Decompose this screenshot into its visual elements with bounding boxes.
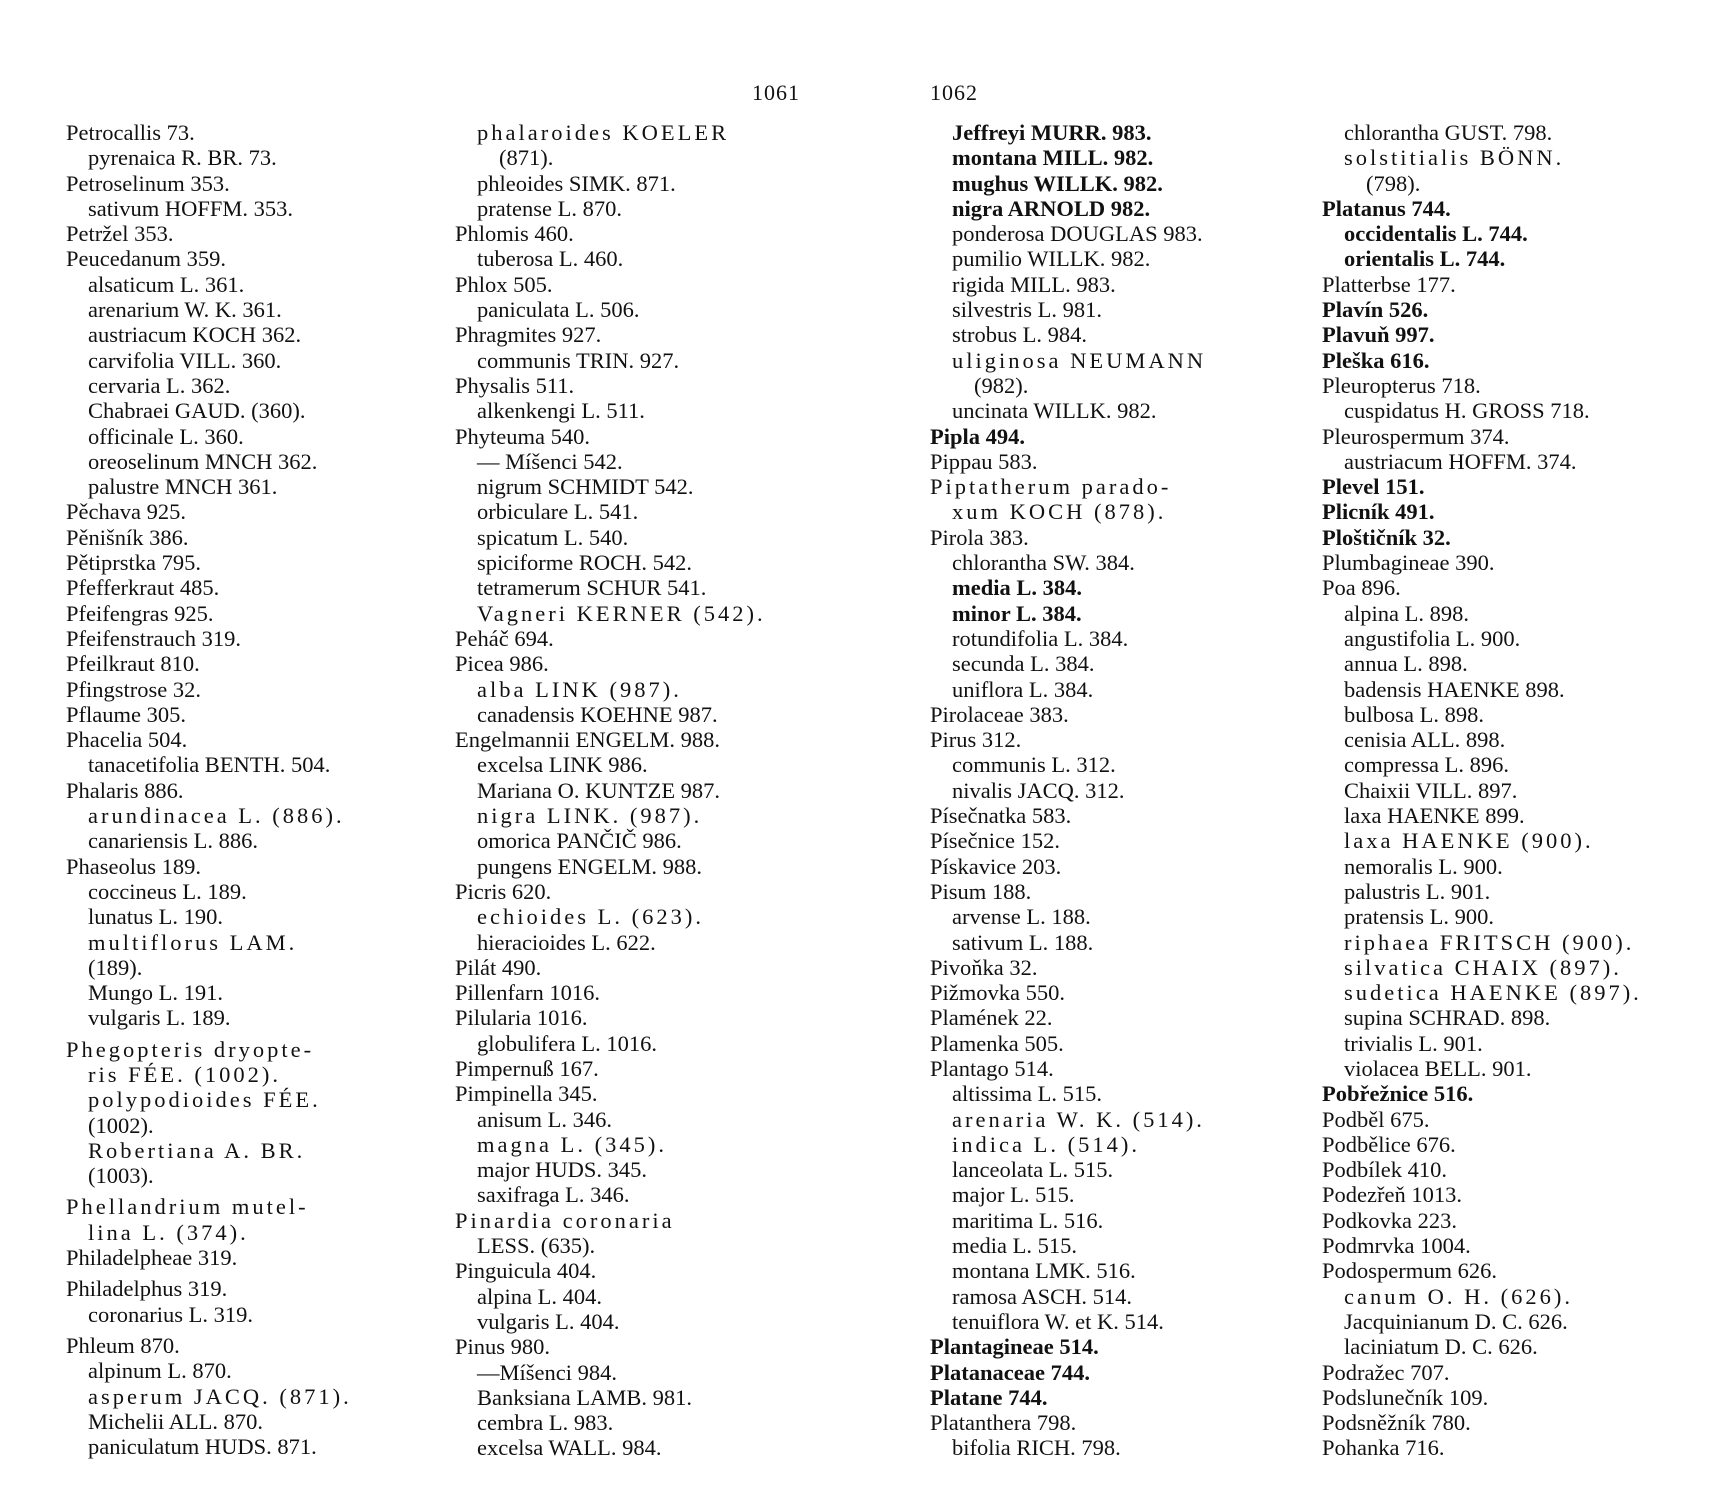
index-entry: Podospermum 626. [1322, 1258, 1498, 1284]
index-entry: Petrocallis 73. [66, 120, 195, 145]
index-entry: nigra LINK. (987). [477, 803, 703, 829]
index-entry: Písečnatka 583. [930, 803, 1072, 829]
index-entry: paniculata L. 506. [477, 297, 640, 323]
index-entry: alkenkengi L. 511. [477, 398, 645, 424]
index-entry: echioides L. (623). [477, 904, 704, 930]
index-entry: Pimpernuß 167. [455, 1055, 599, 1081]
index-entry: Podbílek 410. [1322, 1157, 1448, 1183]
index-entry: xum KOCH (878). [952, 499, 1167, 525]
index-entry: Plavín 526. [1322, 297, 1429, 323]
index-entry: Philadelpheae 319. [66, 1245, 238, 1271]
index-entry: phleoides SIMK. 871. [477, 170, 676, 196]
index-entry: spiciforme ROCH. 542. [477, 550, 692, 576]
index-entry: cenisia ALL. 898. [1344, 727, 1506, 753]
index-entry: orientalis L. 744. [1344, 246, 1506, 272]
index-entry: Jacquinianum D. C. 626. [1344, 1308, 1568, 1334]
index-entry: uliginosa NEUMANN [952, 347, 1207, 373]
index-entry: Plantagineae 514. [930, 1334, 1099, 1360]
index-entry: pratensis L. 900. [1344, 904, 1494, 930]
index-entry: Picris 620. [455, 878, 552, 904]
index-entry: Pohanka 716. [1322, 1435, 1445, 1461]
index-entry: ramosa ASCH. 514. [952, 1283, 1132, 1309]
index-entry: media L. 515. [952, 1233, 1077, 1259]
index-entry: alpina L. 898. [1344, 600, 1469, 626]
index-entry: lanceolata L. 515. [952, 1157, 1114, 1183]
index-entry: Podsněžník 780. [1322, 1410, 1471, 1436]
index-entry: Podmrvka 1004. [1322, 1233, 1471, 1259]
index-entry: magna L. (345). [477, 1131, 667, 1157]
index-entry: Platterbse 177. [1322, 271, 1456, 297]
index-entry: Pleuropterus 718. [1322, 372, 1481, 398]
index-entry: Pirus 312. [930, 727, 1022, 753]
index-entry: excelsa WALL. 984. [477, 1435, 662, 1461]
index-entry: annua L. 898. [1344, 651, 1468, 677]
index-entry: carvifolia VILL. 360. [88, 347, 282, 373]
index-entry: canum O. H. (626). [1344, 1283, 1573, 1309]
index-entry: rigida MILL. 983. [952, 271, 1116, 297]
index-entry: communis L. 312. [952, 752, 1116, 778]
index-entry: Pinardia coronaria [455, 1207, 675, 1233]
index-entry: nigrum SCHMIDT 542. [477, 474, 694, 500]
index-entry: palustris L. 901. [1344, 878, 1491, 904]
index-entry: cembra L. 983. [477, 1410, 614, 1436]
index-entry: Chabraei GAUD. (360). [88, 398, 306, 424]
index-entry: Pippau 583. [930, 448, 1038, 474]
index-entry: Phlomis 460. [455, 221, 574, 247]
index-entry: lunatus L. 190. [88, 904, 223, 930]
index-entry: laxa HAENKE 899. [1344, 803, 1525, 829]
index-entry: multiflorus LAM. [88, 929, 298, 955]
index-entry: strobus L. 984. [952, 322, 1087, 348]
index-entry: Pižmovka 550. [930, 980, 1065, 1006]
index-entry: pyrenaica R. BR. 73. [88, 145, 277, 171]
index-entry: chlorantha SW. 384. [952, 550, 1135, 576]
index-entry: Philadelphus 319. [66, 1276, 228, 1302]
index-entry: Plamenka 505. [930, 1030, 1064, 1056]
index-entry: (1003). [88, 1163, 154, 1189]
index-entry: Pflaume 305. [66, 701, 186, 727]
index-entry: angustifolia L. 900. [1344, 625, 1521, 651]
index-entry: Plamének 22. [930, 1005, 1053, 1031]
index-entry: Pleška 616. [1322, 347, 1430, 373]
index-entry: asperum JACQ. (871). [88, 1383, 352, 1409]
index-entry: alba LINK (987). [477, 676, 682, 702]
index-entry: (189). [88, 954, 143, 980]
index-entry: silvatica CHAIX (897). [1344, 954, 1622, 980]
index-entry: — Míšenci 542. [477, 448, 623, 474]
index-entry: Phragmites 927. [455, 322, 602, 348]
index-entry: Pirolaceae 383. [930, 701, 1069, 727]
index-entry: Platanaceae 744. [930, 1359, 1090, 1385]
index-entry: saxifraga L. 346. [477, 1182, 630, 1208]
index-column-3 [930, 120, 1300, 1461]
index-entry: Pimpinella 345. [455, 1081, 598, 1107]
index-entry: cuspidatus H. GROSS 718. [1344, 398, 1590, 424]
index-entry: Phleum 870. [66, 1332, 180, 1358]
index-entry: Podslunečník 109. [1322, 1384, 1489, 1410]
index-entry: Pěnišník 386. [66, 524, 189, 550]
index-entry: solstitialis BÖNN. [1344, 145, 1565, 171]
index-entry: tuberosa L. 460. [477, 246, 624, 272]
page-number-left: 1061 [752, 80, 800, 105]
index-entry: maritima L. 516. [952, 1207, 1104, 1233]
index-entry: tanacetifolia BENTH. 504. [88, 752, 331, 778]
index-entry: Phacelia 504. [66, 727, 188, 753]
index-entry: Peháč 694. [455, 625, 554, 651]
index-entry: nigra ARNOLD 982. [952, 195, 1151, 221]
index-entry: polypodioides FÉE. [88, 1087, 321, 1113]
index-entry: (982). [974, 372, 1029, 398]
index-entry: Pinus 980. [455, 1334, 551, 1360]
index-entry: Engelmannii ENGELM. 988. [455, 727, 720, 753]
index-entry: major HUDS. 345. [477, 1157, 647, 1183]
index-entry: austriacum KOCH 362. [88, 322, 302, 348]
index-entry: Podkovka 223. [1322, 1207, 1457, 1233]
index-entry: mughus WILLK. 982. [952, 170, 1163, 196]
index-entry: arenarium W. K. 361. [88, 297, 282, 323]
index-entry: pungens ENGELM. 988. [477, 853, 702, 879]
index-entry: sativum L. 188. [952, 929, 1094, 955]
index-entry: Mariana O. KUNTZE 987. [477, 777, 721, 803]
index-entry: occidentalis L. 744. [1344, 221, 1528, 247]
index-entry: austriacum HOFFM. 374. [1344, 448, 1577, 474]
index-entry: Phegopteris dryopte- [66, 1036, 315, 1062]
index-entry: Pivoňka 32. [930, 954, 1038, 980]
index-entry: montana LMK. 516. [952, 1258, 1136, 1284]
index-entry: Poa 896. [1322, 575, 1401, 601]
index-column-2 [455, 120, 825, 1461]
index-entry: Pískavice 203. [930, 853, 1062, 879]
index-entry: Pisum 188. [930, 878, 1032, 904]
index-entry: arvense L. 188. [952, 904, 1091, 930]
index-entry: ponderosa DOUGLAS 983. [952, 221, 1203, 247]
index-entry: ris FÉE. (1002). [88, 1061, 281, 1087]
index-entry: alsaticum L. 361. [88, 271, 245, 297]
index-entry: Petroselinum 353. [66, 170, 230, 196]
index-entry: Pětiprstka 795. [66, 550, 201, 576]
index-column-1 [66, 120, 436, 1459]
index-entry: Pillenfarn 1016. [455, 980, 600, 1006]
index-entry: paniculatum HUDS. 871. [88, 1434, 317, 1460]
index-entry: nemoralis L. 900. [1344, 853, 1503, 879]
index-entry: sudetica HAENKE (897). [1344, 980, 1642, 1006]
index-entry: Pobřežnice 516. [1322, 1081, 1474, 1107]
index-entry: Pfeifenstrauch 319. [66, 625, 241, 651]
index-entry: communis TRIN. 927. [477, 347, 680, 373]
index-entry: uniflora L. 384. [952, 676, 1094, 702]
index-entry: Podražec 707. [1322, 1359, 1450, 1385]
index-entry: tenuiflora W. et K. 514. [952, 1308, 1164, 1334]
index-entry: Michelii ALL. 870. [88, 1408, 263, 1434]
index-entry: Pfefferkraut 485. [66, 575, 220, 601]
index-entry: minor L. 384. [952, 600, 1082, 626]
index-entry: Pinguicula 404. [455, 1258, 597, 1284]
index-entry: Phaseolus 189. [66, 853, 201, 879]
index-entry: violacea BELL. 901. [1344, 1055, 1532, 1081]
index-entry: Pleurospermum 374. [1322, 423, 1510, 449]
index-column-4 [1322, 120, 1692, 1461]
index-entry: laxa HAENKE (900). [1344, 828, 1594, 854]
index-entry: excelsa LINK 986. [477, 752, 648, 778]
index-entry: coccineus L. 189. [88, 878, 247, 904]
index-entry: Platane 744. [930, 1384, 1048, 1410]
index-entry: Vagneri KERNER (542). [477, 600, 766, 626]
index-entry: phalaroides KOELER [477, 120, 730, 145]
index-entry: hieracioides L. 622. [477, 929, 656, 955]
index-entry: Písečnice 152. [930, 828, 1060, 854]
index-entry: Podezřeň 1013. [1322, 1182, 1462, 1208]
index-entry: Ploštičník 32. [1322, 524, 1451, 550]
index-entry: Platanthera 798. [930, 1410, 1077, 1436]
index-entry: Pfingstrose 32. [66, 676, 201, 702]
index-entry: Phellandrium mutel- [66, 1194, 309, 1220]
index-entry: Petržel 353. [66, 221, 174, 247]
index-entry: Peucedanum 359. [66, 246, 226, 272]
index-entry: Pěchava 925. [66, 499, 186, 525]
index-entry: spicatum L. 540. [477, 524, 629, 550]
index-entry: palustre MNCH 361. [88, 474, 278, 500]
index-entry: —Míšenci 984. [477, 1359, 617, 1385]
index-entry: sativum HOFFM. 353. [88, 195, 294, 221]
index-entry: silvestris L. 981. [952, 297, 1102, 323]
index-entry: Podbělice 676. [1322, 1131, 1456, 1157]
index-entry: Podběl 675. [1322, 1106, 1430, 1132]
index-entry: indica L. (514). [952, 1131, 1140, 1157]
index-entry: Plumbagineae 390. [1322, 550, 1495, 576]
index-entry: canadensis KOEHNE 987. [477, 701, 718, 727]
index-entry: arenaria W. K. (514). [952, 1106, 1205, 1132]
index-entry: rotundifolia L. 384. [952, 625, 1129, 651]
index-entry: LESS. (635). [477, 1233, 596, 1259]
index-entry: vulgaris L. 189. [88, 1005, 231, 1031]
index-entry: Pfeilkraut 810. [66, 651, 200, 677]
index-entry: tetramerum SCHUR 541. [477, 575, 707, 601]
index-entry: Picea 986. [455, 651, 549, 677]
index-entry: Phyteuma 540. [455, 423, 590, 449]
index-entry: chlorantha GUST. 798. [1344, 120, 1553, 145]
index-entry: Pirola 383. [930, 524, 1029, 550]
index-entry: Pilát 490. [455, 954, 542, 980]
index-entry: alpina L. 404. [477, 1283, 602, 1309]
index-entry: nivalis JACQ. 312. [952, 777, 1125, 803]
index-entry: laciniatum D. C. 626. [1344, 1334, 1538, 1360]
index-entry: Plavuň 997. [1322, 322, 1435, 348]
index-entry: lina L. (374). [88, 1219, 249, 1245]
index-entry: badensis HAENKE 898. [1344, 676, 1565, 702]
index-entry: trivialis L. 901. [1344, 1030, 1483, 1056]
index-entry: (871). [499, 145, 554, 171]
index-entry: riphaea FRITSCH (900). [1344, 929, 1635, 955]
index-entry: omorica PANČIČ 986. [477, 828, 682, 854]
index-entry: altissima L. 515. [952, 1081, 1102, 1107]
index-entry: Robertiana A. BR. [88, 1137, 306, 1163]
index-entry: Platanus 744. [1322, 195, 1451, 221]
index-entry: oreoselinum MNCH 362. [88, 448, 318, 474]
index-entry: vulgaris L. 404. [477, 1308, 620, 1334]
index-entry: anisum L. 346. [477, 1106, 612, 1132]
index-entry: canariensis L. 886. [88, 828, 258, 854]
index-entry: cervaria L. 362. [88, 372, 231, 398]
index-entry: Pfeifengras 925. [66, 600, 214, 626]
index-entry: Banksiana LAMB. 981. [477, 1384, 692, 1410]
index-entry: Plantago 514. [930, 1055, 1054, 1081]
index-entry: Plevel 151. [1322, 474, 1425, 500]
index-entry: secunda L. 384. [952, 651, 1095, 677]
index-entry: Mungo L. 191. [88, 980, 223, 1006]
page-number-right: 1062 [930, 80, 978, 105]
index-entry: arundinacea L. (886). [88, 803, 345, 829]
index-entry: media L. 384. [952, 575, 1083, 601]
index-entry: (1002). [88, 1112, 154, 1138]
index-entry: Phalaris 886. [66, 777, 184, 803]
index-entry: Chaixii VILL. 897. [1344, 777, 1518, 803]
index-entry: major L. 515. [952, 1182, 1075, 1208]
index-entry: Piptatherum parado- [930, 474, 1172, 500]
index-entry: Pilularia 1016. [455, 1005, 588, 1031]
index-entry: compressa L. 896. [1344, 752, 1509, 778]
index-entry: alpinum L. 870. [88, 1358, 232, 1384]
index-entry: Pipla 494. [930, 423, 1026, 449]
index-entry: coronarius L. 319. [88, 1301, 253, 1327]
index-entry: pumilio WILLK. 982. [952, 246, 1151, 272]
index-entry: montana MILL. 982. [952, 145, 1154, 171]
index-entry: pratense L. 870. [477, 195, 622, 221]
index-entry: Jeffreyi MURR. 983. [952, 120, 1152, 145]
index-entry: Phlox 505. [455, 271, 553, 297]
index-entry: bifolia RICH. 798. [952, 1435, 1121, 1461]
index-entry: orbiculare L. 541. [477, 499, 639, 525]
index-entry: supina SCHRAD. 898. [1344, 1005, 1551, 1031]
index-entry: Plicník 491. [1322, 499, 1435, 525]
index-entry: (798). [1366, 170, 1421, 196]
index-entry: officinale L. 360. [88, 423, 244, 449]
index-entry: uncinata WILLK. 982. [952, 398, 1157, 424]
index-entry: bulbosa L. 898. [1344, 701, 1484, 727]
index-entry: globulifera L. 1016. [477, 1030, 657, 1056]
index-entry: Physalis 511. [455, 372, 575, 398]
